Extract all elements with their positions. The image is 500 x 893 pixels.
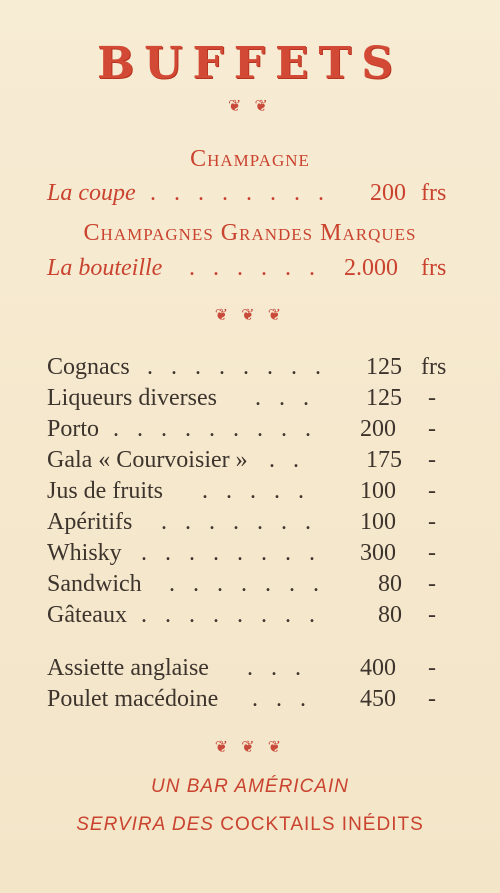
item-label: Jus de fruits [47, 478, 163, 504]
leader-dots: . . . . . . . . [141, 602, 321, 628]
leader-dots: . . . . . . . . . [113, 416, 317, 442]
item-unit: - [428, 571, 436, 597]
ornament-bottom-icon: ❦ ❦ ❦ [214, 737, 286, 756]
leader-dots: . . . . . . . . [147, 354, 327, 380]
item-label: Porto [47, 416, 100, 442]
drink-row [47, 416, 457, 446]
drink-row [47, 385, 457, 415]
drink-row [47, 509, 457, 539]
drink-row [47, 447, 457, 477]
leader-dots: . . . . . [202, 478, 310, 504]
item-label: Apéritifs [47, 509, 133, 535]
leader-dots: . . . . . . [189, 255, 321, 281]
item-price: 125 [366, 354, 402, 380]
item-unit: - [428, 540, 436, 566]
leader-dots: . . . . . . . [169, 571, 325, 597]
item-label: Cognacs [47, 354, 130, 380]
drink-row [47, 602, 457, 632]
footer-line-1: UN BAR AMÉRICAIN [151, 776, 349, 797]
item-label: Liqueurs diverses [47, 385, 217, 411]
item-label: Gâteaux [47, 602, 127, 628]
item-price: 125 [366, 385, 402, 411]
menu-title: BUFFETS [96, 38, 404, 89]
item-price: 175 [366, 447, 402, 473]
item-label: La coupe [47, 180, 136, 206]
item-unit: - [428, 655, 436, 681]
item-unit: - [428, 509, 436, 535]
item-unit: - [428, 686, 436, 712]
item-price: 200 [370, 180, 406, 206]
drink-row [47, 354, 457, 384]
item-unit: frs [421, 354, 447, 380]
item-unit: frs [421, 180, 447, 206]
item-label: La bouteille [47, 255, 163, 281]
footer-line-2 [0, 814, 500, 836]
item-label: Whisky [47, 540, 122, 566]
leader-dots: . . . . . . . . [141, 540, 321, 566]
item-unit: - [428, 447, 436, 473]
item-price: 2.000 [344, 255, 398, 281]
item-unit: - [428, 602, 436, 628]
footer-line-2-italic: SERVIRA DES [76, 814, 214, 835]
item-unit: - [428, 385, 436, 411]
item-price: 300 [360, 540, 396, 566]
leader-dots: . . . [247, 655, 307, 681]
champagne-coupe-row [47, 180, 457, 210]
item-label: Assiette anglaise [47, 655, 209, 681]
drink-row [47, 571, 457, 601]
item-price: 80 [378, 602, 402, 628]
leader-dots: . . . [252, 686, 312, 712]
item-label: Gala « Courvoisier » [47, 447, 248, 473]
footer-line-2-rest: COCKTAILS INÉDITS [220, 814, 424, 835]
drink-row [47, 540, 457, 570]
item-price: 200 [360, 416, 396, 442]
champagne-heading: Champagne [190, 146, 310, 172]
plate-row [47, 686, 457, 716]
item-price: 450 [360, 686, 396, 712]
item-unit: frs [421, 255, 447, 281]
drink-row [47, 478, 457, 508]
item-unit: - [428, 416, 436, 442]
leader-dots: . . . [255, 385, 315, 411]
item-label: Poulet macédoine [47, 686, 219, 712]
item-price: 100 [360, 478, 396, 504]
grandes-marques-heading: Champagnes Grandes Marques [83, 220, 417, 246]
grandes-marques-bouteille-row [47, 255, 457, 285]
item-label: Sandwich [47, 571, 142, 597]
ornament-middle-icon: ❦ ❦ ❦ [214, 305, 286, 324]
leader-dots: . . . . . . . [161, 509, 317, 535]
leader-dots: . . [269, 447, 305, 473]
plate-row [47, 655, 457, 685]
item-price: 80 [378, 571, 402, 597]
ornament-top-icon: ❦ ❦ [228, 96, 272, 115]
item-unit: - [428, 478, 436, 504]
item-price: 100 [360, 509, 396, 535]
leader-dots: . . . . . . . . [150, 180, 330, 206]
item-price: 400 [360, 655, 396, 681]
